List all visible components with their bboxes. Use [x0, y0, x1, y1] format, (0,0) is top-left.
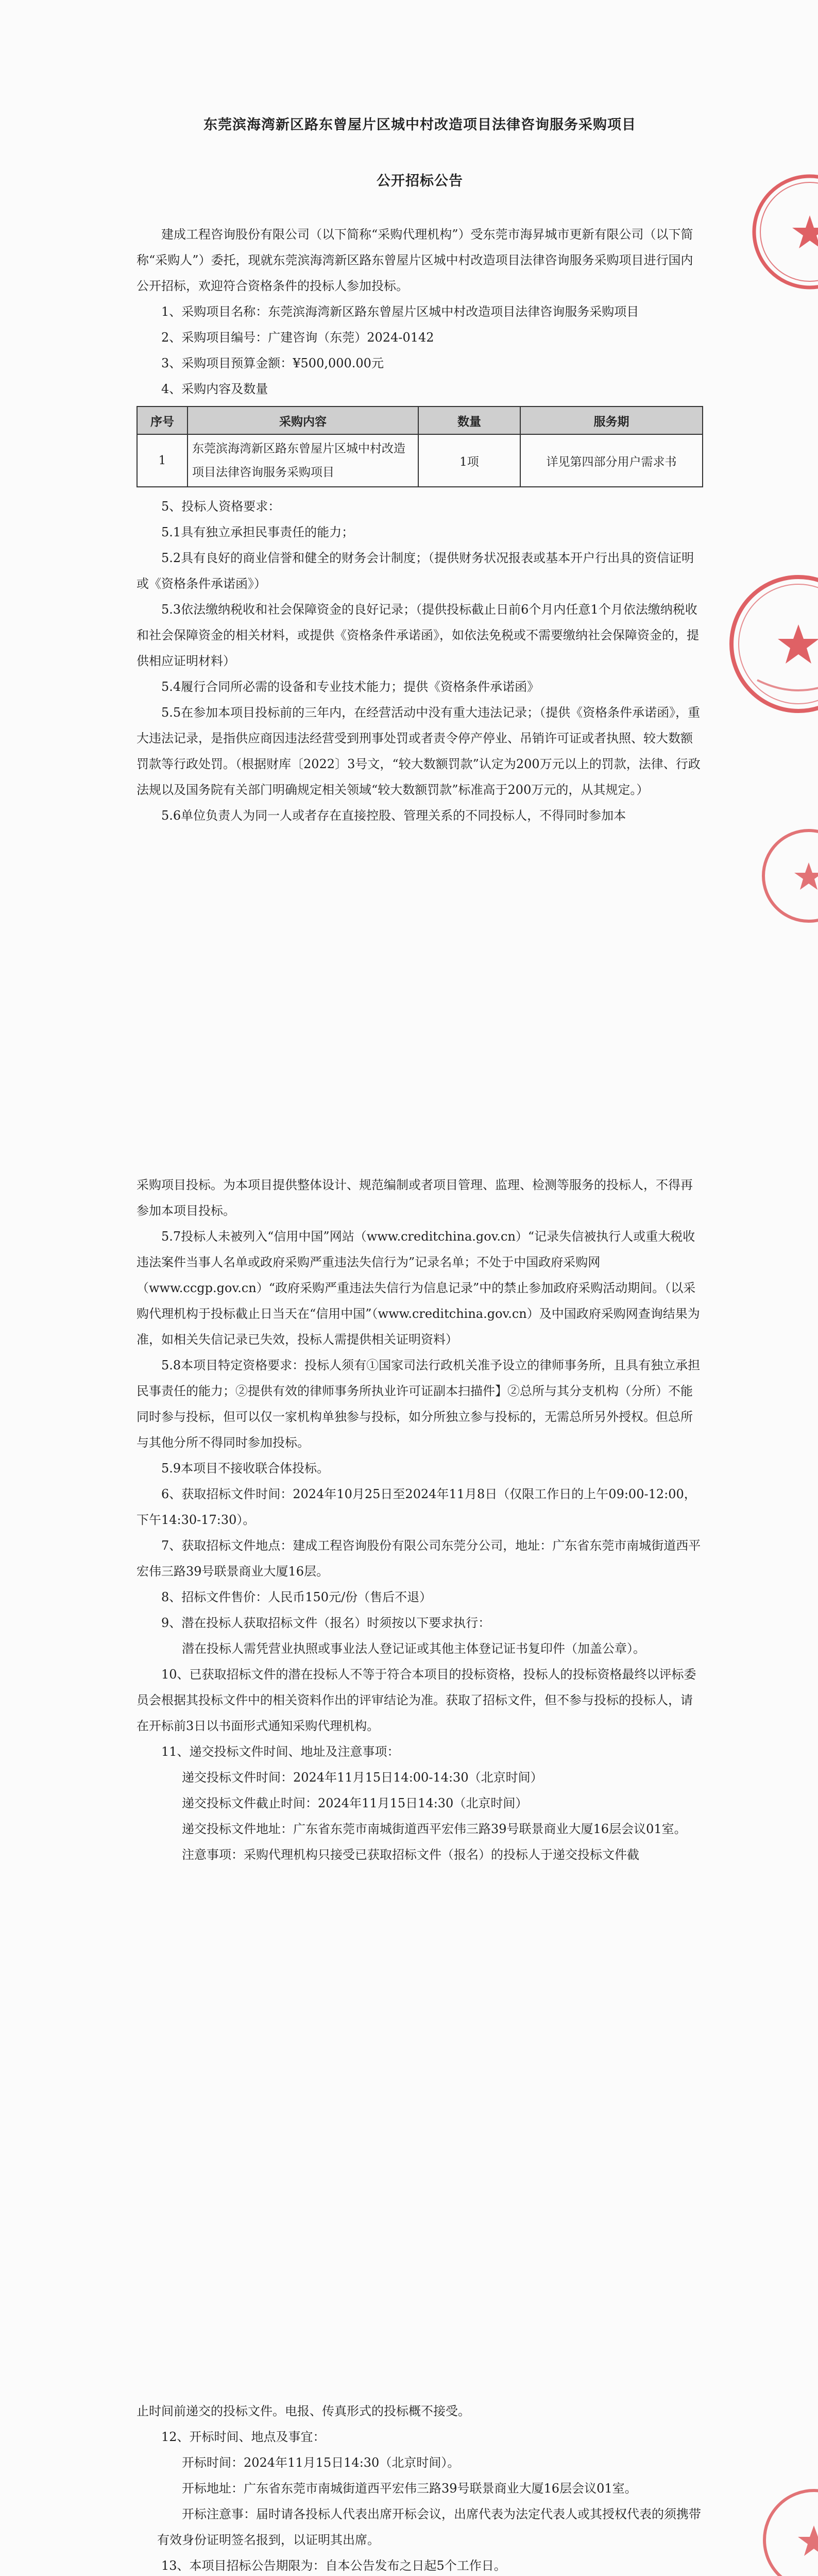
section-12-a: 开标时间：2024年11月15日14:30（北京时间）。	[182, 2455, 460, 2470]
document-title: 东莞滨海湾新区路东曾屋片区城中村改造项目法律咨询服务采购项目	[203, 117, 636, 133]
table-cell-content: 东莞滨海湾新区路东曾屋片区城中村改造项目法律咨询服务采购项目	[188, 434, 418, 487]
official-seal-edge-bottom	[757, 824, 818, 927]
section-5: 5、投标人资格要求：	[161, 499, 281, 514]
section-10: 10、已获取招标文件的潜在投标人不等于符合本项目的投标资格，投标人的投标资格最终以评标委员会根据其投标文件中的相关资料作出的评审结论为准。获取了招标文件，但不参与投标的投标人，请在开标前3日以书面形式通知采购代理机构。	[137, 1667, 696, 1733]
section-13: 13、本项目招标公告期限为：自本公告发布之日起5个工作日。	[161, 2558, 506, 2573]
section-11-d-part1: 注意事项：采购代理机构只接受已获取招标文件（报名）的投标人于递交投标文件截	[182, 1848, 639, 1862]
section-5-8: 5.8本项目特定资格要求：投标人须有①国家司法行政机关准予设立的律师事务所，且具有独立承担民事责任的能力；②提供有效的律师事务所执业许可证副本扫描件】②总所与其分支机构（分所）不能同时参与投标，但可以仅一家机构单独参与投标，如分所独立参与投标的，无需总所另外授权。但总所与其他分所不得同时参加投标。	[137, 1358, 701, 1450]
section-7: 7、获取招标文件地点：建成工程咨询股份有限公司东莞分公司，地址：广东省东莞市南城街道西平宏伟三路39号联景商业大厦16层。	[137, 1538, 701, 1579]
procurement-table	[137, 406, 703, 487]
section-3: 3、采购项目预算金额：¥500,000.00元	[161, 356, 384, 370]
document-page-2	[0, 1157, 818, 2313]
table-cell-no: 1	[137, 434, 188, 487]
table-header: 数量	[418, 406, 520, 434]
page-3-body	[137, 2398, 703, 2576]
page-2-body	[137, 1172, 703, 1868]
section-5-6-part2: 采购项目投标。为本项目提供整体设计、规范编制或者项目管理、监理、检测等服务的投标人，不得再参加本项目投标。	[137, 1178, 693, 1218]
section-5-6-part1: 5.6单位负责人为同一人或者存在直接控股、管理关系的不同投标人，不得同时参加本	[161, 808, 626, 823]
table-header: 采购内容	[188, 406, 418, 434]
section-5-9: 5.9本项目不接收联合体投标。	[161, 1461, 330, 1476]
section-12-b: 开标地址：广东省东莞市南城街道西平宏伟三路39号联景商业大厦16层会议01室。	[182, 2481, 637, 2496]
table-row	[137, 434, 703, 487]
document-page-3	[0, 2313, 818, 2576]
section-11: 11、递交投标文件时间、地址及注意事项：	[161, 1744, 400, 1759]
section-11-d-part2: 止时间前递交的投标文件。电报、传真形式的投标概不接受。	[137, 2404, 470, 2418]
section-5-3: 5.3依法缴纳税收和社会保障资金的良好记录；（提供投标截止日前6个月内任意1个月依法缴纳税收和社会保障资金的相关材料，或提供《资格条件承诺函》，如依法免税或不需要缴纳社会保障资金的，提供相应证明材料）	[137, 602, 699, 668]
section-1: 1、采购项目名称：东莞滨海湾新区路东曾屋片区城中村改造项目法律咨询服务采购项目	[161, 304, 639, 319]
section-9-detail: 潜在投标人需凭营业执照或事业法人登记证或其他主体登记证书复印件（加盖公章）。	[182, 1641, 645, 1656]
section-11-a: 递交投标文件时间：2024年11月15日14:00-14:30（北京时间）	[182, 1770, 543, 1785]
section-4: 4、采购内容及数量	[161, 382, 268, 396]
document-page-1	[0, 0, 818, 1157]
table-header: 序号	[137, 406, 188, 434]
official-seal-main	[721, 567, 818, 721]
document-subtitle: 公开招标公告	[377, 173, 463, 189]
section-2: 2、采购项目编号：广建咨询（东莞）2024-0142	[161, 330, 434, 345]
seal-edge-top	[757, 2483, 818, 2576]
intro-paragraph: 建成工程咨询股份有限公司（以下简称“采购代理机构”）受东莞市海昇城市更新有限公司（以下简称“采购人”）委托，现就东莞滨海湾新区路东曾屋片区城中村改造项目法律咨询服务采购项目进行国内公开招标，欢迎符合资格条件的投标人参加投标。	[137, 227, 693, 293]
page-1-body	[137, 113, 703, 828]
section-6: 6、获取招标文件时间：2024年10月25日至2024年11月8日（仅限工作日的上午09:00-12:00，下午14:30-17:30）。	[137, 1487, 696, 1527]
section-11-b: 递交投标文件截止时间：2024年11月15日14:30（北京时间）	[182, 1796, 528, 1810]
table-header-row	[137, 406, 703, 434]
section-8: 8、招标文件售价：人民币150元/份（售后不退）	[161, 1590, 432, 1604]
section-11-c: 递交投标文件地址：广东省东莞市南城街道西平宏伟三路39号联景商业大厦16层会议01室。	[182, 1822, 687, 1836]
official-seal-edge-top	[748, 170, 818, 294]
section-9: 9、潜在投标人获取招标文件（报名）时须按以下要求执行：	[161, 1616, 491, 1630]
section-5-1: 5.1具有独立承担民事责任的能力；	[161, 525, 354, 539]
table-cell-period: 详见第四部分用户需求书	[520, 434, 703, 487]
table-cell-qty: 1项	[418, 434, 520, 487]
section-12: 12、开标时间、地点及事宜：	[161, 2430, 326, 2444]
section-5-7: 5.7投标人未被列入“信用中国”网站（www.creditchina.gov.cn）“记录失信被执行人或重大税收违法案件当事人名单或政府采购严重违法失信行为”记录名单；不处于中国政府采购网（www.ccgp.gov.cn）“政府采购严重违法失信行为信息记录”中的禁止参加政府采购活动期间。（以采购代理机构于投标截止日当天在“信用中国”（www.creditchina.gov.cn）及中国政府采购网查询结果为准，如相关失信记录已失效，投标人需提供相关证明资料）	[137, 1229, 700, 1347]
section-5-4: 5.4履行合同所必需的设备和专业技术能力；提供《资格条件承诺函》	[161, 680, 540, 694]
table-header: 服务期	[520, 406, 703, 434]
section-12-c: 开标注意事：届时请各投标人代表出席开标会议，出席代表为法定代表人或其授权代表的须携带有效身份证明签名报到，以证明其出席。	[157, 2507, 701, 2547]
section-5-5: 5.5在参加本项目投标前的三年内，在经营活动中没有重大违法记录；（提供《资格条件承诺函》，重大违法记录，是指供应商因违法经营受到刑事处罚或者责令停产停业、吊销许可证或者执照、较大数额罚款等行政处罚。（根据财库〔2022〕3号文，“较大数额罚款”认定为200万元以上的罚款，法律、行政法规以及国务院有关部门明确规定相关领域“较大数额罚款”标准高于200万元的，从其规定。）	[137, 705, 701, 797]
section-5-2: 5.2具有良好的商业信誉和健全的财务会计制度；（提供财务状况报表或基本开户行出具的资信证明或《资格条件承诺函》）	[137, 551, 694, 591]
